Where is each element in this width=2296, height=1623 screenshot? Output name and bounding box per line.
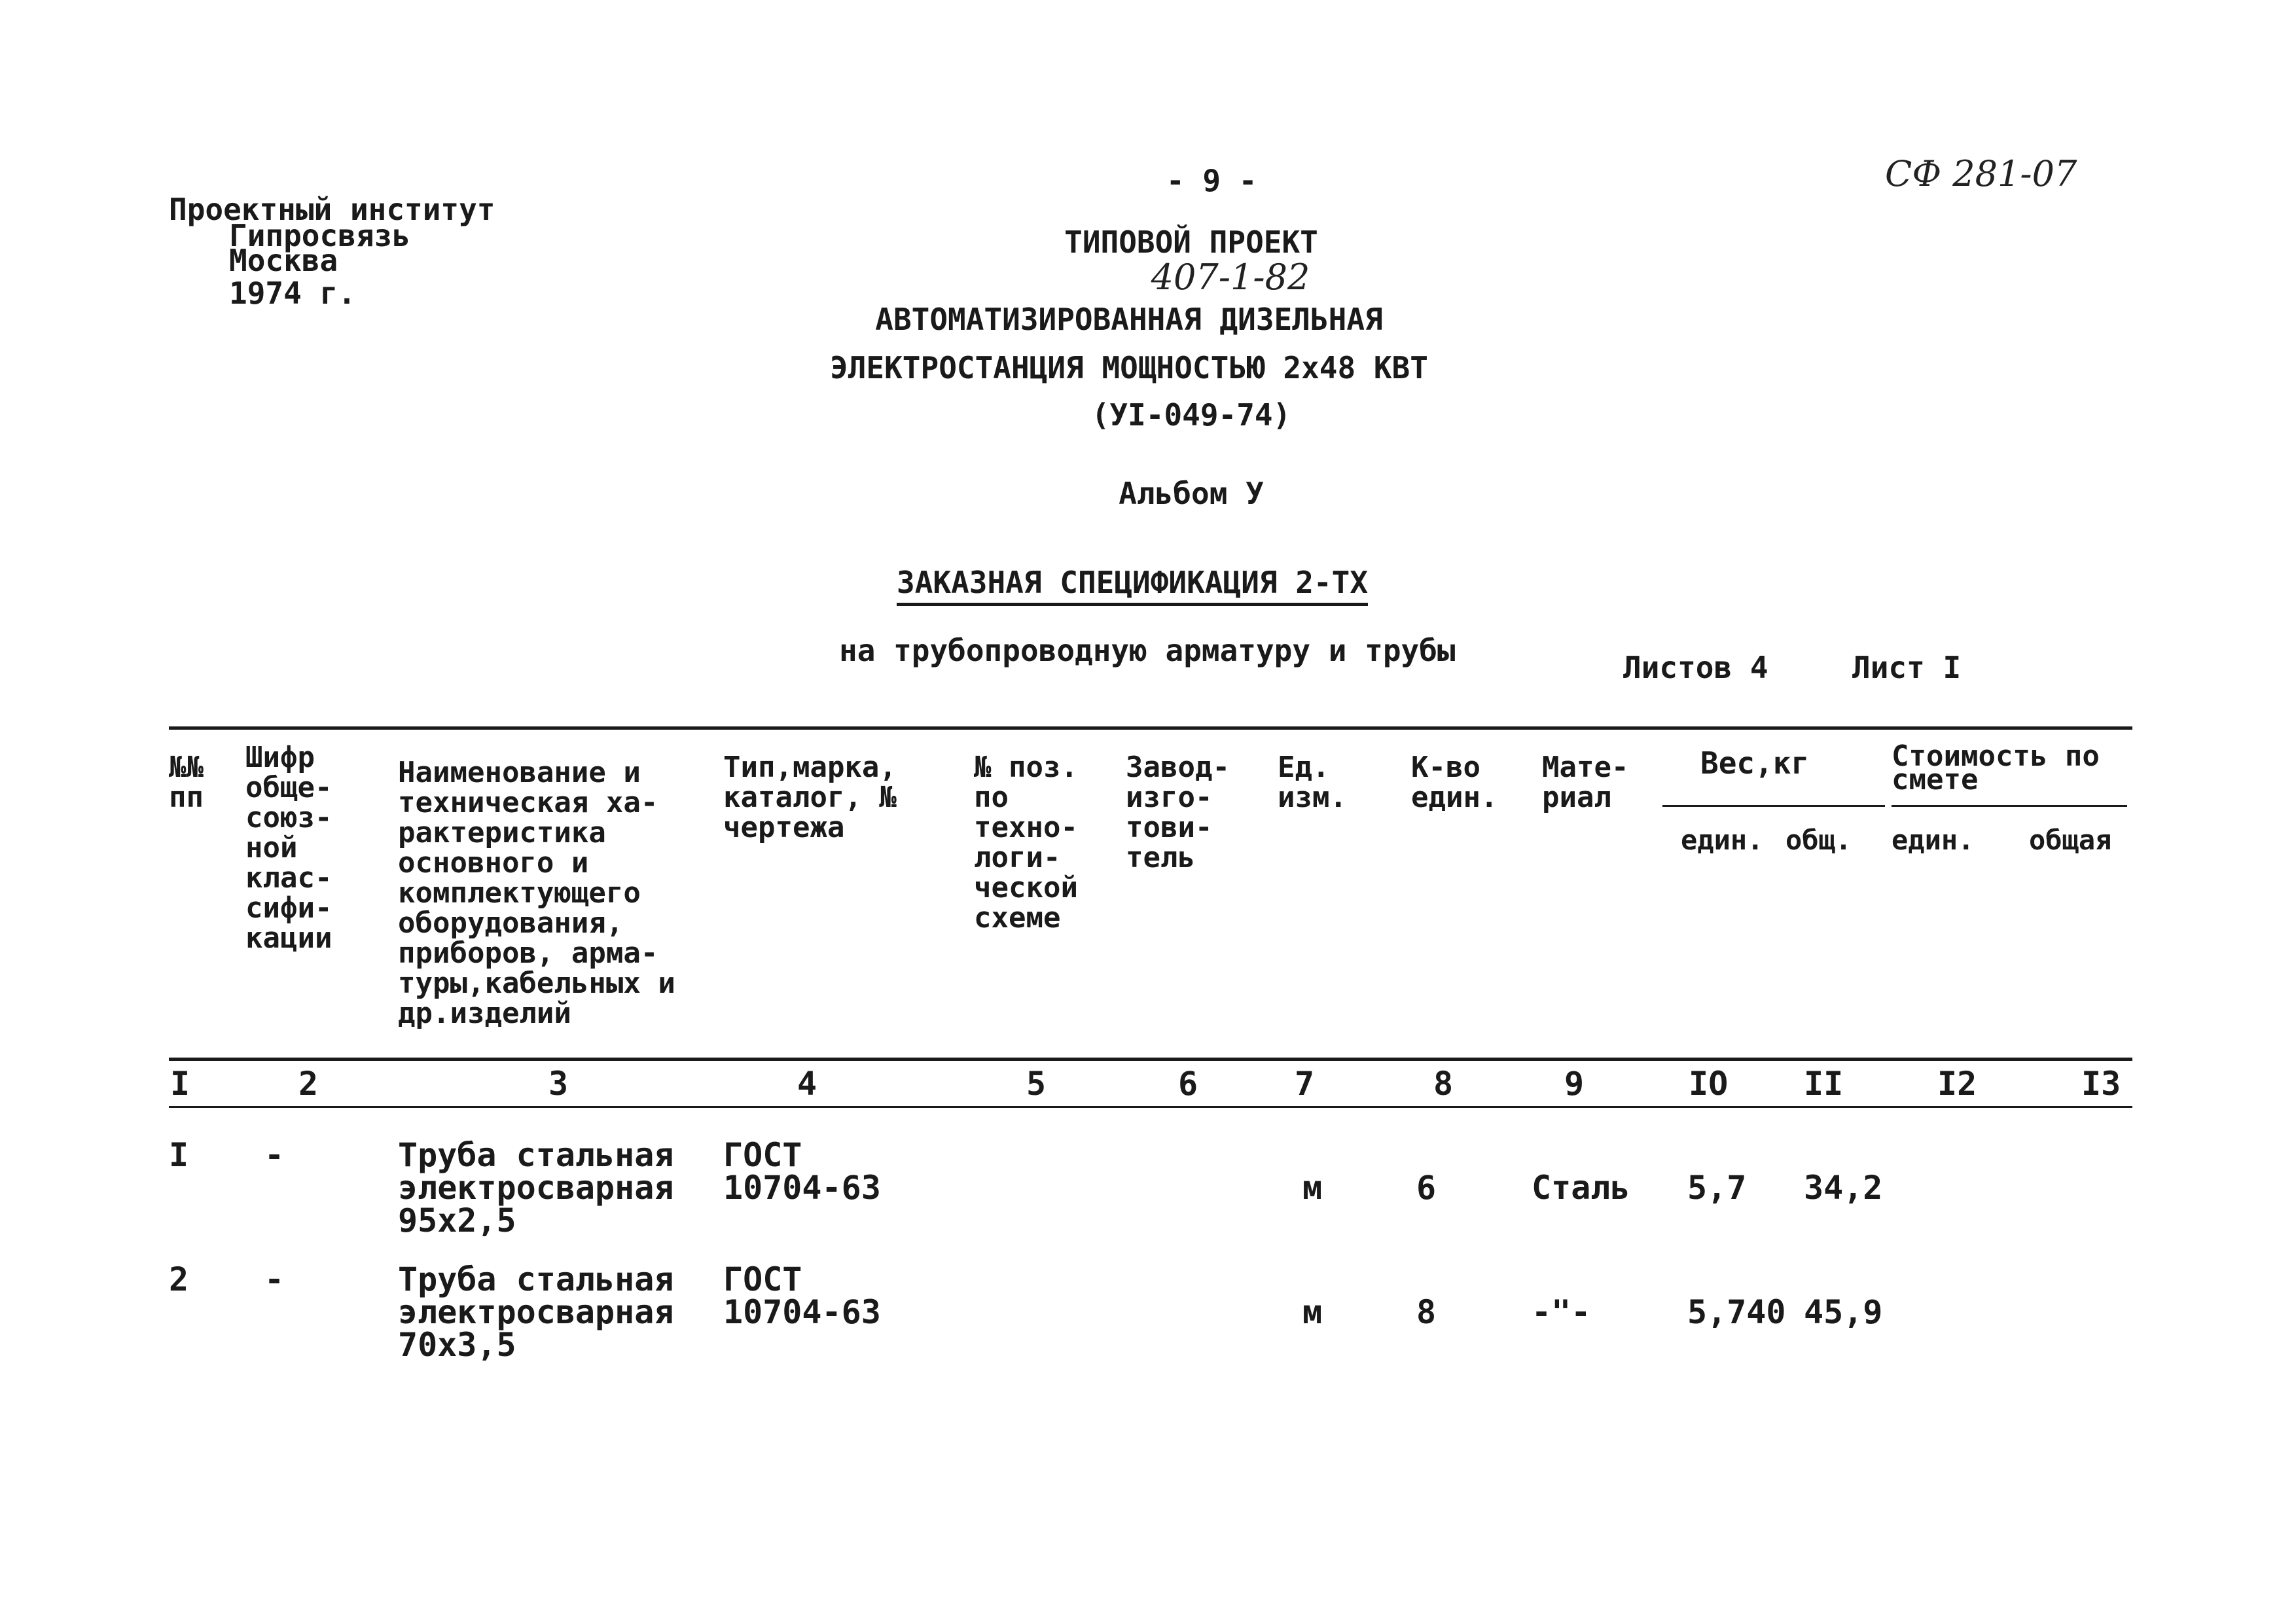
header-classification-code: Шифр обще- союз- ной клас- сифи- кации [245, 741, 332, 955]
header-cost-divider [1892, 805, 2127, 807]
row-type: ГОСТ 10704-63 [723, 1136, 881, 1207]
row-name: Труба стальная электросварная 95х2,5 [398, 1136, 674, 1240]
header-name: Наименование и техническая ха- рактеристика основного и комплектующего оборудования, приборов, арма- туры,кабельных и др.изделий [398, 756, 675, 1030]
row-number: 2 [169, 1260, 189, 1298]
header-bottom-border [169, 1058, 2132, 1061]
title-code: (УI-049-74) [1091, 397, 1291, 433]
column-numbers-border [169, 1106, 2132, 1108]
project-type: ТИПОВОЙ ПРОЕКТ [1064, 224, 1318, 260]
header-cost: Стоимость по смете [1892, 740, 2100, 796]
institute-line-3: Москва [229, 243, 338, 278]
header-unit: Ед. изм. [1278, 751, 1347, 814]
row-name: Труба стальная электросварная 70х3,5 [398, 1260, 674, 1364]
column-number-5: 5 [1026, 1065, 1047, 1103]
institute-line-2: Гипросвязь [229, 218, 410, 253]
header-weight-total: общ. [1785, 824, 1852, 856]
spec-title [897, 567, 1368, 598]
album-label: Альбом У [1119, 476, 1264, 511]
spec-title-text: ЗАКАЗНАЯ СПЕЦИФИКАЦИЯ 2-ТХ [897, 565, 1368, 606]
header-manufacturer: Завод- изго- тови- тель [1126, 751, 1230, 874]
column-number-10: IO [1689, 1065, 1729, 1103]
header-weight-unit: един. [1681, 824, 1764, 856]
row-code: - [264, 1260, 285, 1298]
column-number-11: II [1804, 1065, 1844, 1103]
header-position: № поз. по техно- логи- ческой схеме [974, 751, 1078, 935]
row-number: I [169, 1136, 189, 1174]
header-material: Мате- риал [1542, 751, 1629, 814]
document-code: СФ 281-07 [1885, 153, 2077, 194]
row-quantity: 6 [1416, 1169, 1437, 1207]
header-weight: Вес,кг [1700, 745, 1810, 781]
institute-line-4: 1974 г. [229, 276, 356, 311]
column-number-3: 3 [548, 1065, 569, 1103]
row-quantity: 8 [1416, 1293, 1437, 1331]
header-type: Тип,марка, каталог, № чертежа [723, 751, 897, 844]
row-unit: м [1302, 1293, 1323, 1331]
row-unit: м [1302, 1169, 1323, 1207]
column-number-6: 6 [1178, 1065, 1198, 1103]
column-number-8: 8 [1433, 1065, 1454, 1103]
title-line-2: ЭЛЕКТРОСТАНЦИЯ МОЩНОСТЬЮ 2х48 КВТ [830, 350, 1428, 385]
column-number-13: I3 [2081, 1065, 2121, 1103]
header-cost-unit: един. [1892, 824, 1975, 856]
header-weight-divider [1662, 805, 1885, 807]
row-material: Сталь [1532, 1169, 1630, 1207]
column-number-2: 2 [298, 1065, 319, 1103]
row-code: - [264, 1136, 285, 1174]
header-quantity: К-во един. [1411, 751, 1498, 814]
header-row-number: №№ пп [169, 751, 204, 814]
header-cost-total: общая [2029, 824, 2112, 856]
spec-subtitle: на трубопроводную арматуру и трубы [839, 633, 1456, 668]
sheet-current: Лист I [1852, 650, 1962, 685]
page-number: - 9 - [1166, 163, 1257, 198]
sheets-total: Листов 4 [1623, 650, 1768, 685]
row-weight-total: 34,2 [1804, 1169, 1883, 1207]
row-type: ГОСТ 10704-63 [723, 1260, 881, 1331]
column-number-4: 4 [797, 1065, 817, 1103]
title-line-1: АВТОМАТИЗИРОВАННАЯ ДИЗЕЛЬНАЯ [875, 302, 1383, 337]
column-number-12: I2 [1937, 1065, 1977, 1103]
row-weight-unit: 5,7 [1687, 1169, 1747, 1207]
row-material: -"- [1532, 1293, 1591, 1331]
column-number-9: 9 [1564, 1065, 1585, 1103]
row-weight-unit: 5,740 [1687, 1293, 1786, 1331]
institute-line-1: Проектный институт [169, 192, 495, 227]
column-number-7: 7 [1295, 1065, 1315, 1103]
column-number-1: I [170, 1065, 190, 1103]
project-number: 407-1-82 [1151, 257, 1310, 298]
table-top-border [169, 726, 2132, 730]
row-weight-total: 45,9 [1804, 1293, 1883, 1331]
